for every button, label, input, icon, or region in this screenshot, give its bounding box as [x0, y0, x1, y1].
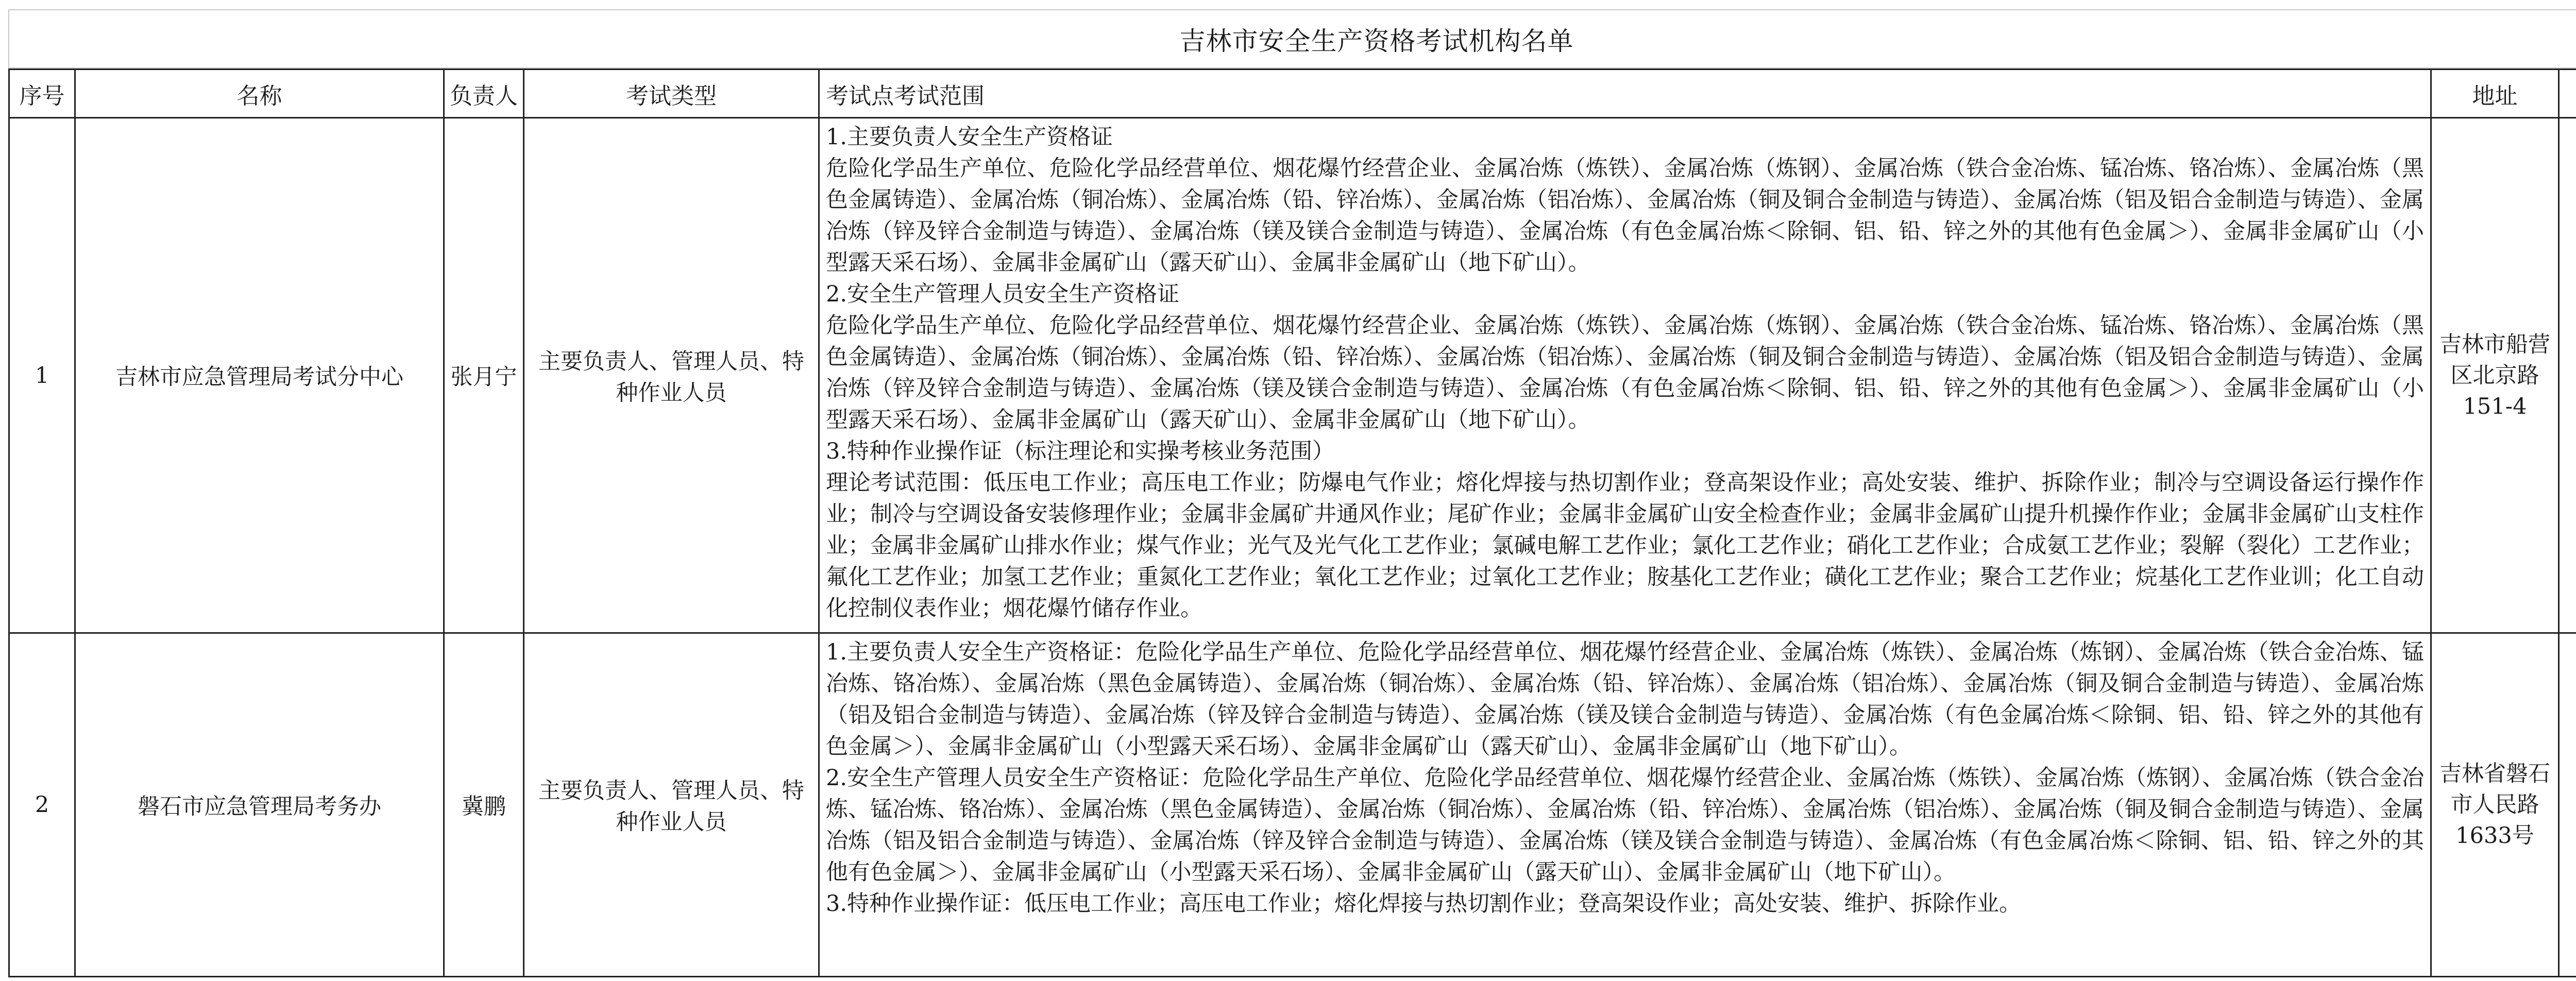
header-name: 名称 [75, 70, 444, 118]
row-person: 冀鹏 [444, 633, 524, 977]
scope-heading: 2.安全生产管理人员安全生产资格证 [826, 281, 1180, 307]
row-exam-type: 主要负责人、管理人员、特种作业人员 [524, 118, 819, 633]
header-scope: 考试点考试范围 [819, 70, 2431, 118]
table-row [9, 633, 2576, 977]
row-scope [819, 633, 2431, 977]
row-phone [2559, 633, 2576, 977]
row-exam-type: 主要负责人、管理人员、特种作业人员 [524, 633, 819, 977]
scope-heading: 1.主要负责人安全生产资格证 [826, 124, 1113, 150]
row-no: 1 [9, 118, 75, 633]
scope-text: 危险化学品生产单位、危险化学品经营单位、烟花爆竹经营企业、金属冶炼（炼铁）、金属冶炼（炼钢）、金属冶炼（铁合金冶炼、锰冶炼、铬冶炼）、金属冶炼（黑色金属铸造）、金属冶炼（铜冶炼）、金属冶炼（铅、锌冶炼）、金属冶炼（铝冶炼）、金属冶炼（铜及铜合金制造与铸造）、金属冶炼（铝及铝合金制造与铸造）、金属冶炼（锌及锌合金制造与铸造）、金属冶炼（镁及镁合金制造与铸造）、金属冶炼（有色金属冶炼＜除铜、铝、铅、锌之外的其他有色金属＞）、金属非金属矿山（小型露天采石场）、金属非金属矿山（露天矿山）、金属非金属矿山（地下矿山）。 [826, 156, 2424, 276]
row-phone [2559, 118, 2576, 633]
header-phone [2559, 70, 2576, 118]
scope-text: 1.主要负责人安全生产资格证：危险化学品生产单位、危险化学品经营单位、烟花爆竹经营企业、金属冶炼（炼铁）、金属冶炼（炼钢）、金属冶炼（铁合金冶炼、锰冶炼、铬冶炼）、金属冶炼（黑色金属铸造）、金属冶炼（铜冶炼）、金属冶炼（铅、锌冶炼）、金属冶炼（铝冶炼）、金属冶炼（铜及铜合金制造与铸造）、金属冶炼（铝及铝合金制造与铸造）、金属冶炼（锌及锌合金制造与铸造）、金属冶炼（镁及镁合金制造与铸造）、金属冶炼（有色金属冶炼＜除铜、铝、铅、锌之外的其他有色金属＞）、金属非金属矿山（小型露天采石场）、金属非金属矿山（露天矿山）、金属非金属矿山（地下矿山）。 [826, 639, 2424, 759]
header-no: 序号 [9, 70, 75, 118]
document-sheet [8, 9, 2576, 976]
header-address: 地址 [2431, 70, 2559, 118]
scope-text: 3.特种作业操作证：低压电工作业；高压电工作业；熔化焊接与热切割作业；登高架设作业；高处安装、维护、拆除作业。 [826, 891, 2022, 917]
row-address: 吉林省磐石市人民路1633号 [2431, 633, 2559, 977]
scope-heading: 3.特种作业操作证（标注理论和实操考核业务范围） [826, 438, 1335, 464]
row-name: 吉林市应急管理局考试分中心 [75, 118, 444, 633]
institution-table [8, 69, 2576, 977]
row-name: 磐石市应急管理局考务办 [75, 633, 444, 977]
scope-text: 理论考试范围：低压电工作业；高压电工作业；防爆电气作业；熔化焊接与热切割作业；登高架设作业；高处安装、维护、拆除作业；制冷与空调设备运行操作作业；制冷与空调设备安装修理作业；金属非金属矿井通风作业；尾矿作业；金属非金属矿山安全检查作业；金属非金属矿山提升机操作作业；金属非金属矿山支柱作业；金属非金属矿山排水作业；煤气作业；光气及光气化工艺作业；氯碱电解工艺作业；氯化工艺作业；硝化工艺作业；合成氨工艺作业；裂解（裂化）工艺作业；氟化工艺作业；加氢工艺作业；重氮化工艺作业；氧化工艺作业；过氧化工艺作业；胺基化工艺作业；磺化工艺作业；聚合工艺作业；烷基化工艺作业训；化工自动化控制仪表作业；烟花爆竹储存作业。 [826, 470, 2424, 621]
row-no: 2 [9, 633, 75, 977]
row-person: 张月宁 [444, 118, 524, 633]
row-address: 吉林市船营区北京路151-4 [2431, 118, 2559, 633]
row-scope [819, 118, 2431, 633]
document-title: 吉林市安全生产资格考试机构名单 [8, 9, 2576, 69]
table-row [9, 118, 2576, 633]
header-person: 负责人 [444, 70, 524, 118]
scope-text: 危险化学品生产单位、危险化学品经营单位、烟花爆竹经营企业、金属冶炼（炼铁）、金属冶炼（炼钢）、金属冶炼（铁合金冶炼、锰冶炼、铬冶炼）、金属冶炼（黑色金属铸造）、金属冶炼（铜冶炼）、金属冶炼（铅、锌冶炼）、金属冶炼（铝冶炼）、金属冶炼（铜及铜合金制造与铸造）、金属冶炼（铝及铝合金制造与铸造）、金属冶炼（锌及锌合金制造与铸造）、金属冶炼（镁及镁合金制造与铸造）、金属冶炼（有色金属冶炼＜除铜、铝、铅、锌之外的其他有色金属＞）、金属非金属矿山（小型露天采石场）、金属非金属矿山（露天矿山）、金属非金属矿山（地下矿山）。 [826, 313, 2424, 433]
header-exam-type: 考试类型 [524, 70, 819, 118]
scope-text: 2.安全生产管理人员安全生产资格证：危险化学品生产单位、危险化学品经营单位、烟花爆竹经营企业、金属冶炼（炼铁）、金属冶炼（炼钢）、金属冶炼（铁合金冶炼、锰冶炼、铬冶炼）、金属冶炼（黑色金属铸造）、金属冶炼（铜冶炼）、金属冶炼（铅、锌冶炼）、金属冶炼（铝冶炼）、金属冶炼（铜及铜合金制造与铸造）、金属冶炼（铝及铝合金制造与铸造）、金属冶炼（锌及锌合金制造与铸造）、金属冶炼（镁及镁合金制造与铸造）、金属冶炼（有色金属冶炼＜除铜、铝、铅、锌之外的其他有色金属＞）、金属非金属矿山（小型露天采石场）、金属非金属矿山（露天矿山）、金属非金属矿山（地下矿山）。 [826, 765, 2424, 885]
table-header-row [9, 70, 2576, 118]
